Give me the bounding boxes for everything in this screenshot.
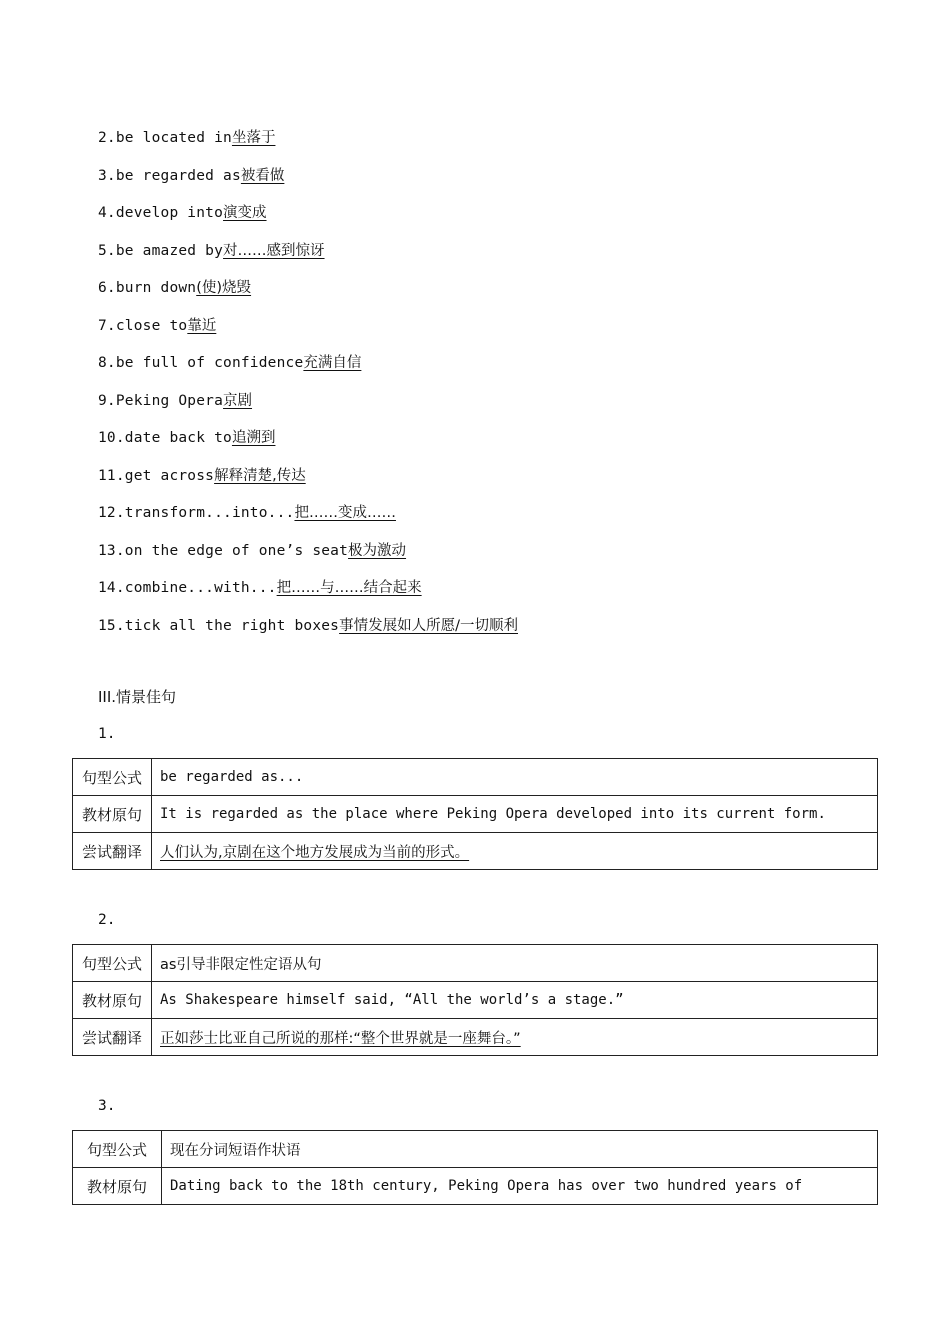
row-value-cell <box>152 1019 878 1056</box>
row-value: It is regarded as the place where Peking Opera developed into its current form. <box>152 796 878 833</box>
phrase-english: 5.be amazed by <box>98 242 224 259</box>
row-value: 现在分词短语作状语 <box>162 1131 878 1168</box>
item-number: 3. <box>98 1098 116 1114</box>
phrase-chinese: (使)烧毁 <box>196 280 252 296</box>
phrase-item <box>98 576 518 614</box>
phrase-english: 8.be full of confidence <box>98 355 304 371</box>
phrase-english: 11.get across <box>98 467 215 484</box>
phrase-english: 3.be regarded as <box>98 167 241 184</box>
phrase-english: 9.Peking Opera <box>98 392 224 409</box>
phrase-item <box>98 201 518 239</box>
phrase-english: 7.close to <box>98 317 188 334</box>
phrase-item <box>98 539 518 577</box>
row-key: 教材原句 <box>73 796 152 833</box>
phrase-chinese: 把……变成…… <box>294 505 396 521</box>
table-row <box>73 1168 878 1205</box>
table-row <box>73 982 878 1019</box>
row-value: be regarded as... <box>152 759 878 796</box>
phrase-chinese: 京剧 <box>223 392 253 409</box>
phrase-item <box>98 464 518 502</box>
phrase-chinese: 被看做 <box>240 167 285 184</box>
phrase-chinese: 追溯到 <box>231 430 276 446</box>
row-key: 句型公式 <box>73 1131 162 1168</box>
phrase-chinese: 坐落于 <box>231 130 276 146</box>
row-value: Dating back to the 18th century, Peking Opera has over two hundred years of <box>162 1168 878 1205</box>
row-key: 尝试翻译 <box>73 1019 152 1056</box>
translation-text: 正如莎士比亚自己所说的那样:“整个世界就是一座舞台。” <box>160 1030 521 1047</box>
item-number: 1. <box>98 726 116 742</box>
phrase-english: 15.tick all the right boxes <box>98 617 340 634</box>
row-value-cell <box>152 833 878 870</box>
item-number: 2. <box>98 912 116 928</box>
row-key: 教材原句 <box>73 982 152 1019</box>
table-row <box>73 833 878 870</box>
row-value: as引导非限定性定语从句 <box>152 945 878 982</box>
translation-text: 人们认为,京剧在这个地方发展成为当前的形式。 <box>160 844 470 861</box>
phrase-chinese: 把……与……结合起来 <box>276 580 422 596</box>
table-row <box>73 796 878 833</box>
phrase-english: 4.develop into <box>98 205 224 221</box>
phrase-chinese: 解释清楚,传达 <box>214 467 306 484</box>
phrase-chinese: 对……感到惊讶 <box>223 242 325 259</box>
phrase-item <box>98 239 518 277</box>
phrase-item <box>98 351 518 389</box>
row-key: 教材原句 <box>73 1168 162 1205</box>
row-key: 句型公式 <box>73 945 152 982</box>
phrase-chinese: 极为激动 <box>348 542 407 559</box>
phrase-item <box>98 389 518 427</box>
table-row <box>73 945 878 982</box>
table-row <box>73 759 878 796</box>
phrase-item <box>98 614 518 652</box>
phrase-item <box>98 426 518 464</box>
row-key: 尝试翻译 <box>73 833 152 870</box>
phrase-chinese: 演变成 <box>223 205 267 221</box>
phrase-english: 6.burn down <box>98 280 197 296</box>
phrase-chinese: 充满自信 <box>303 355 362 371</box>
phrase-item <box>98 276 518 314</box>
row-value: As Shakespeare himself said, “All the world’s a stage.” <box>152 982 878 1019</box>
table-row <box>73 1131 878 1168</box>
phrase-item <box>98 126 518 164</box>
phrase-english: 10.date back to <box>98 430 232 446</box>
section-title: III.情景佳句 <box>98 688 177 706</box>
phrase-english: 12.transform...into... <box>98 505 295 521</box>
row-key: 句型公式 <box>73 759 152 796</box>
sentence-table <box>72 758 878 870</box>
phrase-list <box>98 126 518 651</box>
phrase-item <box>98 314 518 352</box>
phrase-english: 2.be located in <box>98 130 232 146</box>
sentence-table <box>72 944 878 1056</box>
table-row <box>73 1019 878 1056</box>
phrase-item <box>98 501 518 539</box>
phrase-english: 14.combine...with... <box>98 580 277 596</box>
phrase-english: 13.on the edge of one’s seat <box>98 542 349 559</box>
phrase-chinese: 事情发展如人所愿/一切顺利 <box>339 617 518 634</box>
phrase-item <box>98 164 518 202</box>
phrase-chinese: 靠近 <box>187 317 217 334</box>
sentence-table <box>72 1130 878 1205</box>
